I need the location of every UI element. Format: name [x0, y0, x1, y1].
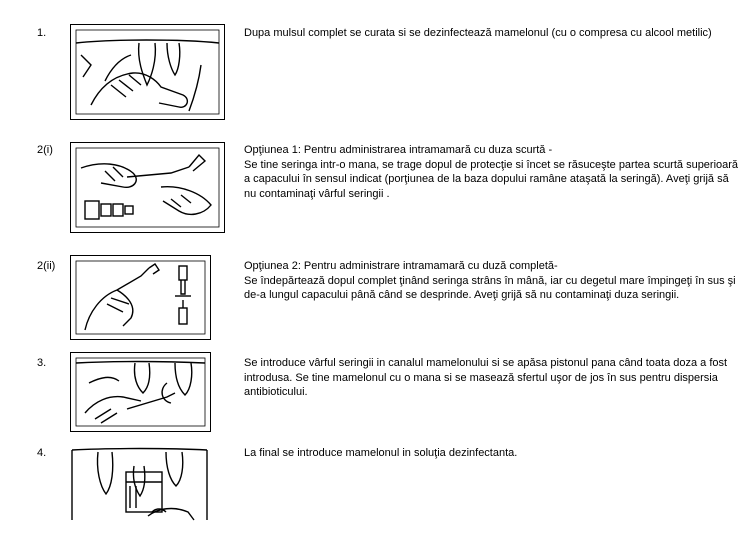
step-text-line: Se îndepărtează dopul complet ţinând seringa strâns în mână, iar cu degetul mare împingeţi în sus şi de-a lungul capacului până când se desprinde. Aveţi grijă să nu contaminaţi duza seringii.	[244, 274, 736, 301]
teat-cleaning-illustration-icon	[70, 24, 225, 120]
step-description	[244, 259, 739, 303]
step-description	[244, 26, 739, 41]
step-text-line: Dupa mulsul complet se curata si se dezinfectează mamelonul (cu o compresa cu alcool metilic)	[244, 27, 712, 39]
step-number: 3.	[37, 357, 47, 369]
step-number: 2(ii)	[37, 260, 56, 272]
syringe-insertion-illustration-icon	[70, 352, 211, 432]
syringe-full-cap-illustration-icon	[70, 255, 211, 340]
teat-dip-cup-illustration-icon	[70, 446, 209, 524]
step-number: 4.	[37, 447, 47, 459]
step-description	[244, 446, 739, 461]
step-text-line: Se tine seringa intr-o mana, se trage dopul de protecţie si încet se răsuceşte partea scurtă superioară a capacului în sensul indicat (porţiunea de la baza dopului ramâne ataşată la seringă). Aveţi grijă să nu contaminaţi vârful seringii .	[244, 158, 739, 200]
step-description	[244, 356, 739, 400]
step-number: 2(i)	[37, 144, 53, 156]
step-text-line: Opţiunea 2: Pentru administrare intramamară cu duză completă-	[244, 260, 558, 272]
step-number: 1.	[37, 27, 47, 39]
step-text-line: Opţiunea 1: Pentru administrarea intramamară cu duza scurtă -	[244, 144, 553, 156]
syringe-short-cap-illustration-icon	[70, 142, 225, 233]
step-text-line: La final se introduce mamelonul in soluţia dezinfectanta.	[244, 447, 518, 459]
step-description	[244, 143, 739, 201]
step-text-line: Se introduce vârful seringii in canalul mamelonului si se apăsa pistonul pana când toata doza a fost introdusa. Se tine mamelonul cu o mana si se masează sfertul uşor de jos în sus pentru dispersia antibioticului.	[244, 357, 728, 398]
